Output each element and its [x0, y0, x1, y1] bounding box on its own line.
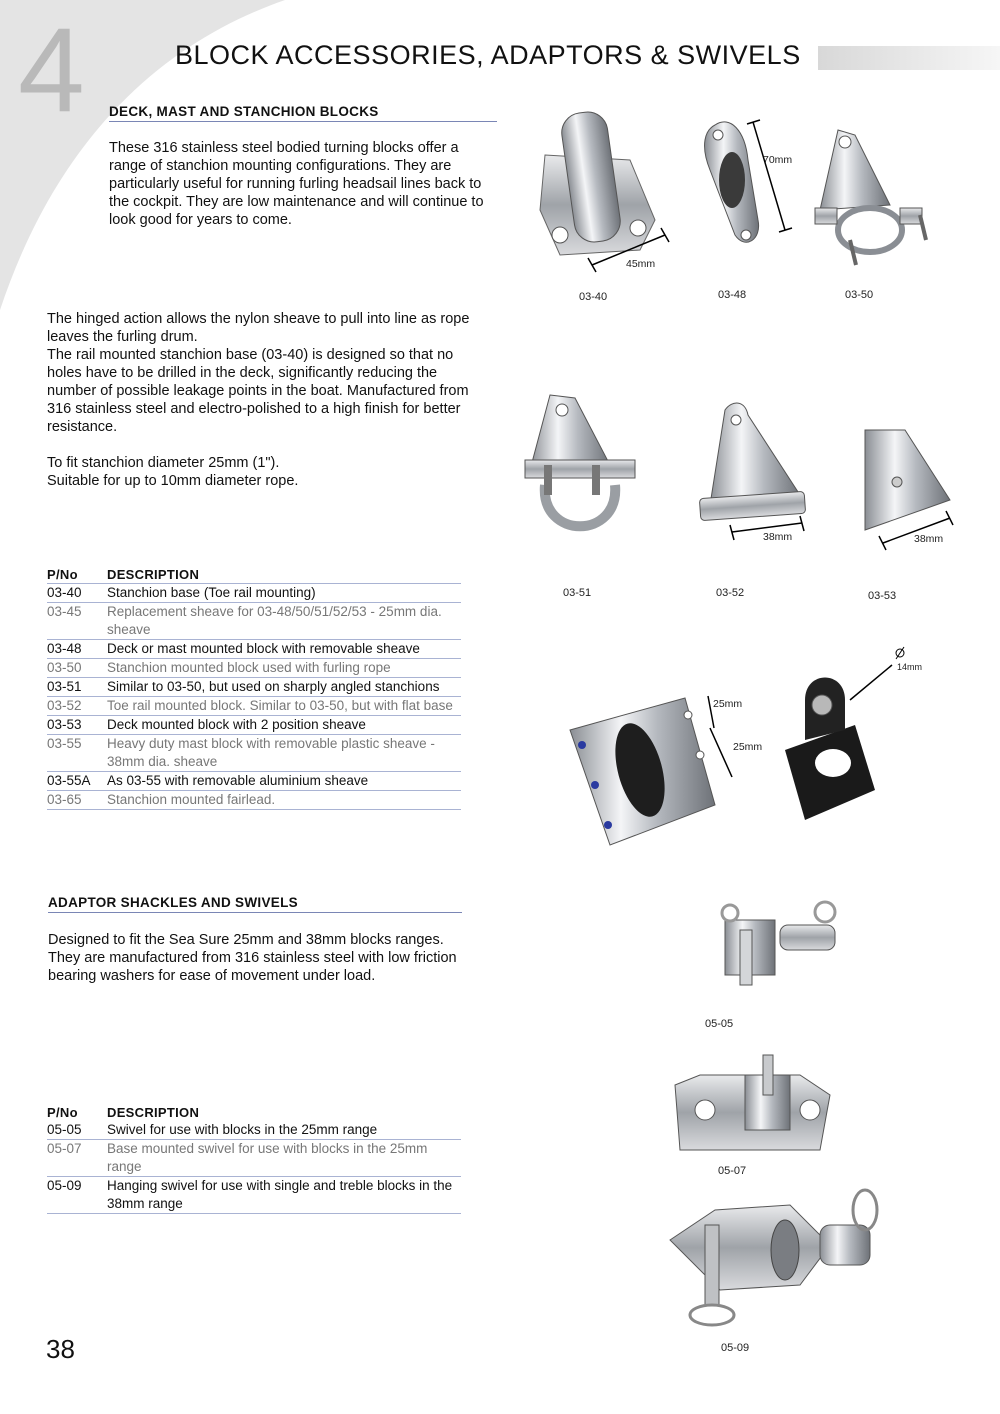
part-description: Deck mounted block with 2 position sheave — [107, 716, 461, 735]
caption-05-07: 05-07 — [718, 1165, 747, 1177]
body-paragraph-4: Suitable for up to 10mm diameter rope. — [47, 473, 299, 489]
table-row — [47, 697, 461, 716]
dimension-label-14mm: 14mm — [897, 662, 923, 672]
dimension-label-38mm-a: 38mm — [763, 531, 793, 543]
body-paragraph-1: The hinged action allows the nylon sheave to pull into line as rope leaves the furling drum. — [47, 311, 470, 345]
part-description: Stanchion base (Toe rail mounting) — [107, 584, 461, 603]
caption-03-40: 03-40 — [579, 291, 608, 303]
part-description: Deck or mast mounted block with removable sheave — [107, 640, 461, 659]
product-image-03-51 — [525, 395, 635, 526]
part-description: Toe rail mounted block. Similar to 03-50, but with flat base — [107, 697, 461, 716]
product-image-05-09 — [670, 1190, 877, 1325]
table-row — [47, 659, 461, 678]
caption-03-53: 03-53 — [868, 590, 897, 602]
table-row — [47, 640, 461, 659]
product-image-03-48 — [705, 122, 759, 242]
product-image-03-55 — [570, 698, 715, 845]
product-image-03-50 — [815, 130, 926, 265]
part-description: Stanchion mounted fairlead. — [107, 791, 461, 810]
product-image-05-05 — [722, 902, 835, 985]
section-intro-swivels — [48, 931, 462, 985]
column-header-description: DESCRIPTION — [107, 567, 200, 582]
caption-05-09: 05-09 — [721, 1342, 750, 1354]
part-description: Heavy duty mast block with removable plastic sheave - 38mm dia. sheave — [107, 735, 461, 772]
column-header-description: DESCRIPTION — [107, 1105, 200, 1120]
column-header-pno: P/No — [47, 1105, 78, 1120]
part-number: 03-40 — [47, 584, 107, 603]
product-image-03-65 — [785, 678, 875, 821]
section-body-blocks — [47, 310, 487, 490]
part-number: 03-51 — [47, 678, 107, 697]
table-row — [47, 772, 461, 791]
dimension-label-45mm: 45mm — [626, 258, 656, 270]
page-title: BLOCK ACCESSORIES, ADAPTORS & SWIVELS — [175, 40, 801, 70]
product-image-03-52 — [699, 403, 805, 521]
table-row — [47, 716, 461, 735]
caption-03-48: 03-48 — [718, 289, 747, 301]
table-row — [47, 678, 461, 697]
parts-table-blocks — [47, 567, 461, 810]
table-row — [47, 791, 461, 810]
part-number: 03-53 — [47, 716, 107, 735]
section-heading-swivels: ADAPTOR SHACKLES AND SWIVELS — [48, 895, 462, 913]
table-row — [47, 1140, 461, 1177]
intro-paragraph: Designed to fit the Sea Sure 25mm and 38mm blocks ranges. They are manufactured from 316 stainless steel with low friction bearing washers for ease of movement under load. — [48, 932, 457, 984]
caption-03-51: 03-51 — [563, 587, 592, 599]
section-heading-blocks: DECK, MAST AND STANCHION BLOCKS — [109, 104, 497, 122]
dimension-label-70mm: 70mm — [763, 154, 793, 166]
part-number: 05-07 — [47, 1140, 107, 1177]
column-header-pno: P/No — [47, 567, 78, 582]
dimension-arrow-14mm — [850, 647, 904, 700]
table-row — [47, 603, 461, 640]
title-bar-decoration — [818, 46, 1000, 70]
table-row — [47, 1177, 461, 1214]
part-description: Replacement sheave for 03-48/50/51/52/53 - 25mm dia. sheave — [107, 603, 461, 640]
table-row — [47, 584, 461, 603]
body-paragraph-2: The rail mounted stanchion base (03-40) is designed so that no holes have to be drilled in the deck, significantly reducing the number of possible leakage points in the boat. Manufactured from 316 stainless steel and electro-polished to a high finish for better resistance. — [47, 347, 469, 435]
part-description: Similar to 03-50, but used on sharply angled stanchions — [107, 678, 461, 697]
product-image-03-40 — [540, 109, 655, 255]
intro-paragraph: These 316 stainless steel bodied turning blocks offer a range of stanchion mounting configurations. They are particularly useful for running furling headsail lines back to the cockpit. They are low maintenance and will continue to look good for years to come. — [109, 140, 484, 228]
part-description: Stanchion mounted block used with furling rope — [107, 659, 461, 678]
part-number: 03-48 — [47, 640, 107, 659]
page-number: 38 — [46, 1334, 75, 1364]
part-number: 03-65 — [47, 791, 107, 810]
part-number: 03-55A — [47, 772, 107, 791]
part-description: Base mounted swivel for use with blocks in the 25mm range — [107, 1140, 461, 1177]
product-image-03-53 — [865, 430, 950, 530]
body-paragraph-3: To fit stanchion diameter 25mm (1"). — [47, 455, 280, 471]
product-image-05-07 — [675, 1055, 830, 1150]
caption-03-50: 03-50 — [845, 289, 874, 301]
part-description: Hanging swivel for use with single and treble blocks in the 38mm range — [107, 1177, 461, 1214]
caption-05-05: 05-05 — [705, 1018, 734, 1030]
dimension-label-38mm-b: 38mm — [914, 533, 944, 545]
caption-03-52: 03-52 — [716, 587, 745, 599]
section-number: 4 — [18, 3, 85, 137]
part-description: Swivel for use with blocks in the 25mm range — [107, 1121, 461, 1140]
parts-table-swivels — [47, 1105, 461, 1214]
table-row — [47, 735, 461, 772]
table-row — [47, 1121, 461, 1140]
part-number: 03-52 — [47, 697, 107, 716]
dimension-label-25mm-a: 25mm — [713, 698, 743, 710]
section-intro-blocks — [109, 139, 491, 229]
part-number: 03-55 — [47, 735, 107, 772]
part-number: 03-50 — [47, 659, 107, 678]
part-description: As 03-55 with removable aluminium sheave — [107, 772, 461, 791]
part-number: 05-05 — [47, 1121, 107, 1140]
dimension-label-25mm-b: 25mm — [733, 741, 763, 753]
part-number: 05-09 — [47, 1177, 107, 1214]
part-number: 03-45 — [47, 603, 107, 640]
